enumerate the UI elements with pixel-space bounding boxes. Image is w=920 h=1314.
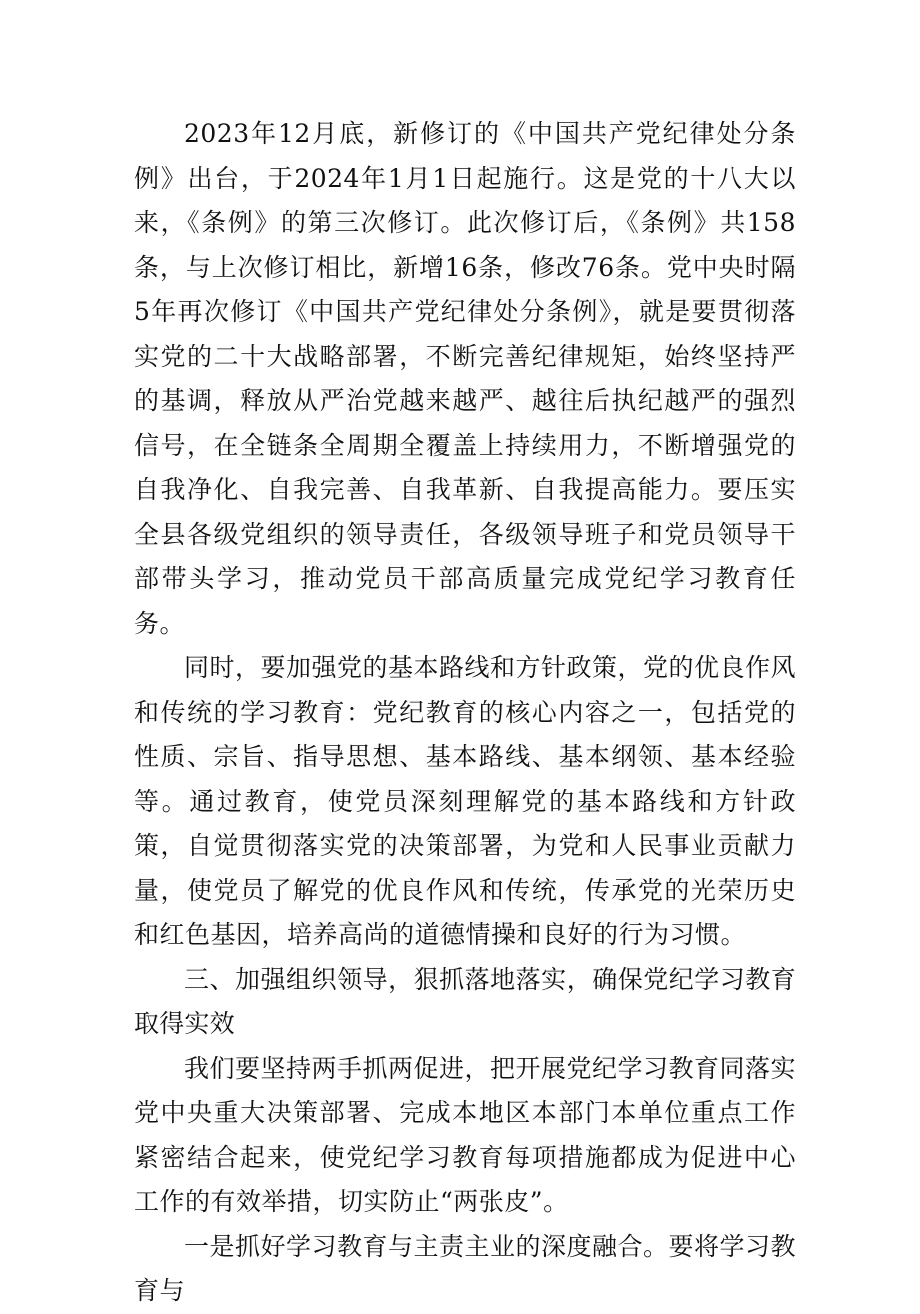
paragraph-two-hands: 我们要坚持两手抓两促进，把开展党纪学习教育同落实党中央重大决策部署、完成本地区本部门本单位重点工作紧密结合起来，使党纪学习教育每项措施都成为促进中心工作的有效举措，切实防止“两张皮”。 [134, 1053, 797, 1216]
paragraph-regulation-revision: 2023年12月底，新修订的《中国共产党纪律处分条例》出台，于2024年1月1日起施行。这是党的十八大以来，《条例》的第三次修订。此次修订后，《条例》共158条，与上次修订相比，新增16条，修改76条。党中央时隔5年再次修订《中国共产党纪律处分条例》，就是要贯彻落实党的二十大战略部署，不断完善纪律规矩，始终坚持严的基调，释放从严治党越来越严、越往后执纪越严的强烈信号，在全链条全周期全覆盖上持续用力，不断增强党的自我净化、自我完善、自我革新、自我提高能力。要压实全县各级党组织的领导责任，各级领导班子和党员领导干部带头学习，推动党员干部高质量完成党纪学习教育任务。 [134, 119, 796, 638]
paragraph-point-one: 一是抓好学习教育与主责主业的深度融合。要将学习教育与 [134, 1231, 797, 1305]
document-page [134, 112, 796, 1314]
section-heading-three: 三、加强组织领导，狠抓落地落实，确保党纪学习教育取得实效 [134, 964, 796, 1038]
paragraph-party-line-education: 同时，要加强党的基本路线和方针政策，党的优良作风和传统的学习教育：党纪教育的核心内容之一，包括党的性质、宗旨、指导思想、基本路线、基本纲领、基本经验等。通过教育，使党员深刻理解党的基本路线和方针政策，自觉贯彻落实党的决策部署，为党和人民事业贡献力量，使党员了解党的优良作风和传统，传承党的光荣历史和红色基因，培养高尚的道德情操和良好的行为习惯。 [134, 653, 797, 949]
